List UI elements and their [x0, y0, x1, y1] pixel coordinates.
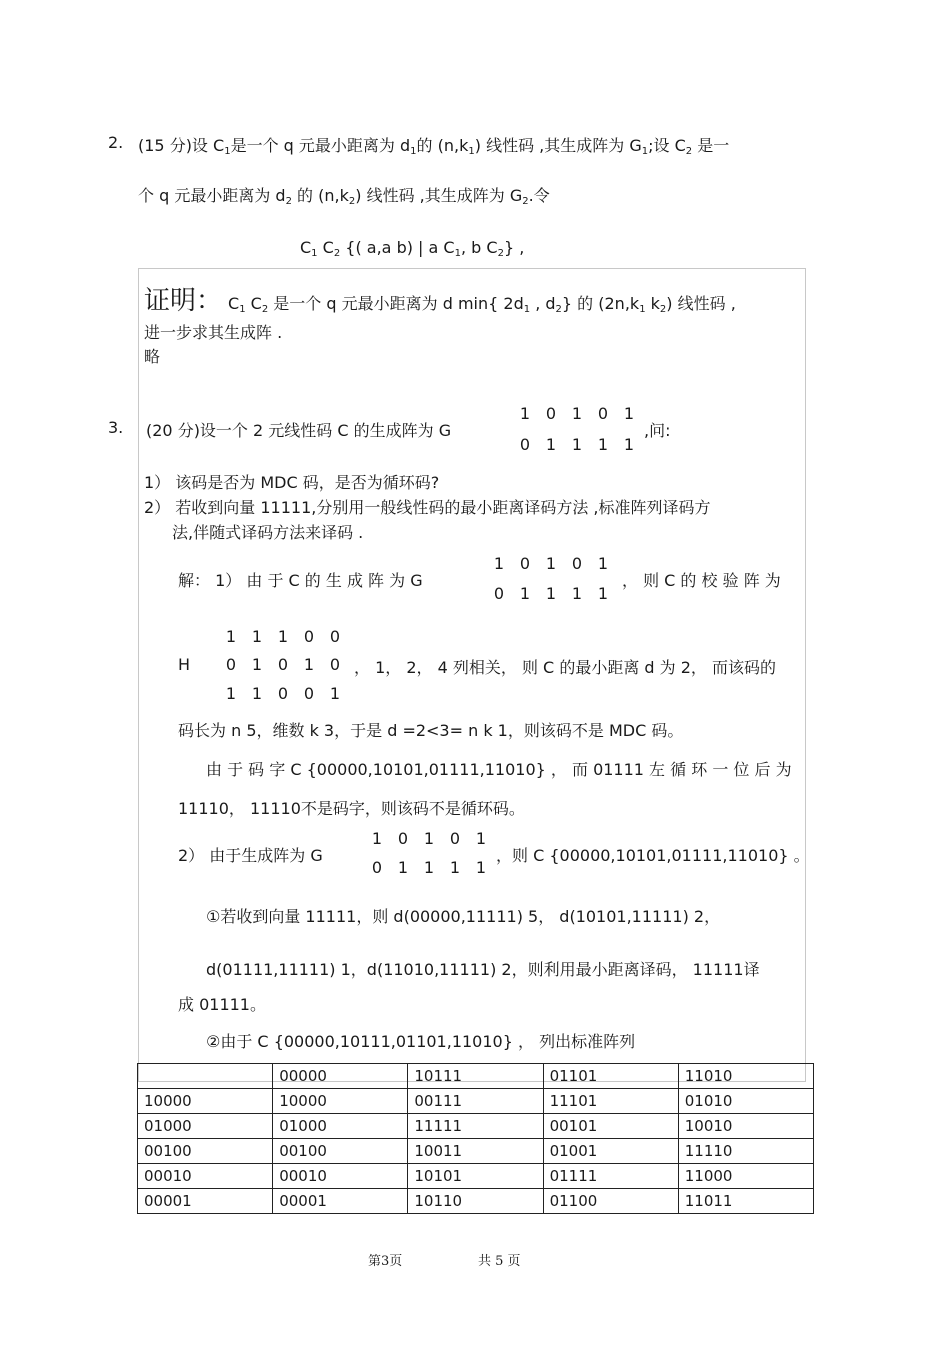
- matrix-cell: 1: [251, 627, 263, 646]
- matrix-cell: 0: [277, 655, 289, 674]
- table-cell: 00000: [273, 1064, 408, 1089]
- proof-line3: 略: [144, 347, 161, 366]
- table-cell: 11101: [543, 1089, 678, 1114]
- table-cell: 00100: [138, 1139, 273, 1164]
- matrix-cell: 0: [545, 404, 557, 423]
- q2-number: 2.: [108, 133, 124, 152]
- table-row: [138, 1139, 814, 1164]
- matrix-cell: 1: [225, 684, 237, 703]
- table-cell: 10000: [138, 1089, 273, 1114]
- sol-line1-end: ， 则 C 的 校 验 阵 为: [622, 571, 781, 590]
- table-cell: 00001: [273, 1189, 408, 1214]
- q2-formula: $C_1$ $C_2$ {( a,a b) | a $C_1$, b $C_2$} ,: [300, 238, 525, 259]
- table-cell: 01101: [543, 1064, 678, 1089]
- standard-array-table: [137, 1063, 814, 1214]
- matrix-cell: 1: [277, 627, 289, 646]
- proof-line2: 进一步求其生成阵 .: [144, 323, 283, 342]
- matrix-cell: 1: [545, 435, 557, 454]
- table-cell: 11000: [678, 1164, 813, 1189]
- h-matrix-row1: [218, 627, 348, 646]
- q3-g-matrix-row2: [512, 435, 642, 454]
- h-label: H: [178, 655, 191, 674]
- table-cell: 10010: [678, 1114, 813, 1139]
- matrix-cell: 1: [475, 858, 487, 877]
- table-cell: 01000: [138, 1114, 273, 1139]
- sol2-g-matrix-row2: [364, 858, 494, 877]
- matrix-cell: 1: [571, 404, 583, 423]
- matrix-cell: 1: [251, 684, 263, 703]
- matrix-cell: 1: [571, 435, 583, 454]
- table-cell: 00010: [138, 1164, 273, 1189]
- matrix-cell: 1: [493, 554, 505, 573]
- matrix-cell: 0: [371, 858, 383, 877]
- sol-part2: 2） 由于生成阵为 G: [178, 846, 323, 865]
- matrix-cell: 0: [303, 684, 315, 703]
- q2-line1: (15 分)设 $C_1$是一个 q 元最小距离为 $d_1$的 $(n,k_1)$ 线性码 ,其生成阵为 $G_1$;设 $C_2$ 是一: [138, 136, 730, 157]
- q3-intro: (20 分)设一个 2 元线性码 C 的生成阵为 G: [146, 421, 452, 440]
- sol-line5: 11110， 11110不是码字，则该码不是循环码。: [178, 799, 525, 818]
- table-cell: 01100: [543, 1189, 678, 1214]
- sol-part2-end: ，则 C {00000,10101,01111,11010} 。: [496, 846, 810, 865]
- matrix-cell: 0: [597, 404, 609, 423]
- matrix-cell: 0: [329, 627, 341, 646]
- matrix-cell: 1: [397, 858, 409, 877]
- table-cell: 00101: [543, 1114, 678, 1139]
- table-cell: 00001: [138, 1189, 273, 1214]
- matrix-cell: 0: [519, 435, 531, 454]
- h-text: ， 1， 2， 4 列相关， 则 C 的最小距离 d 为 2， 而该码的: [354, 658, 776, 677]
- matrix-cell: 0: [397, 829, 409, 848]
- q3-ask: ,问:: [644, 421, 671, 440]
- sol-c4: ②由于 C {00000,10111,01101,11010} ， 列出标准阵列: [206, 1032, 636, 1051]
- table-cell: 10111: [408, 1064, 543, 1089]
- proof-line1: 证明： $C_1$ $C_2$ 是一个 q 元最小距离为 d min{ $2d_1$ , $d_2$} 的 ($2n,k_1$ $k_2$) 线性码 ,: [144, 286, 736, 316]
- matrix-cell: 1: [519, 584, 531, 603]
- matrix-cell: 0: [493, 584, 505, 603]
- matrix-cell: 1: [449, 858, 461, 877]
- q3-item1: 1） 该码是否为 MDC 码，是否为循环码?: [144, 473, 440, 492]
- sol-c1: ①若收到向量 11111，则 d(00000,11111) 5， d(10101,11111) 2，: [206, 907, 721, 926]
- matrix-cell: 1: [329, 684, 341, 703]
- matrix-cell: 1: [423, 829, 435, 848]
- table-cell: 10110: [408, 1189, 543, 1214]
- table-cell: 10101: [408, 1164, 543, 1189]
- q3-g-matrix-row1: [512, 404, 642, 423]
- q2-line2: 个 q 元最小距离为 $d_2$ 的 $(n,k_2)$ 线性码 ,其生成阵为 $G_2$.令: [138, 186, 550, 207]
- sol-line4: 由 于 码 字 C {00000,10101,01111,11010} ， 而 01111 左 循 环 一 位 后 为: [206, 760, 792, 779]
- q3-number: 3.: [108, 418, 124, 437]
- sol-g-matrix-row1: [486, 554, 616, 573]
- sol2-g-matrix-row1: [364, 829, 494, 848]
- matrix-cell: 0: [277, 684, 289, 703]
- table-cell: 11110: [678, 1139, 813, 1164]
- table-cell: 11111: [408, 1114, 543, 1139]
- matrix-cell: 1: [545, 554, 557, 573]
- matrix-cell: 1: [597, 584, 609, 603]
- table-row: [138, 1164, 814, 1189]
- matrix-cell: 0: [303, 627, 315, 646]
- table-cell: 00111: [408, 1089, 543, 1114]
- matrix-cell: 1: [303, 655, 315, 674]
- sol-line3: 码长为 n 5，维数 k 3，于是 d =2<3= n k 1，则该码不是 MDC 码。: [178, 721, 684, 740]
- table-cell: 10011: [408, 1139, 543, 1164]
- matrix-cell: 1: [519, 404, 531, 423]
- h-matrix-row2: [218, 655, 348, 674]
- table-cell: 00010: [273, 1164, 408, 1189]
- h-matrix-row3: [218, 684, 348, 703]
- sol-g-matrix-row2: [486, 584, 616, 603]
- table-cell: 01010: [678, 1089, 813, 1114]
- matrix-cell: 1: [251, 655, 263, 674]
- q3-item2: 2） 若收到向量 11111,分别用一般线性码的最小距离译码方法 ,标准阵列译码方: [144, 498, 711, 517]
- matrix-cell: 0: [519, 554, 531, 573]
- table-cell: 00100: [273, 1139, 408, 1164]
- table-cell: 01111: [543, 1164, 678, 1189]
- matrix-cell: 1: [571, 584, 583, 603]
- table-cell: 11011: [678, 1189, 813, 1214]
- table-row: [138, 1114, 814, 1139]
- sol-c3: 成 01111。: [178, 995, 266, 1014]
- page-number: 第3页: [368, 1254, 403, 1269]
- matrix-cell: 1: [475, 829, 487, 848]
- matrix-cell: 1: [371, 829, 383, 848]
- matrix-cell: 1: [597, 435, 609, 454]
- sol-c2: d(01111,11111) 1，d(11010,11111) 2，则利用最小距离译码， 11111译: [206, 960, 760, 979]
- table-cell: 01000: [273, 1114, 408, 1139]
- matrix-cell: 1: [225, 627, 237, 646]
- matrix-cell: 1: [623, 404, 635, 423]
- sol-line1: 解： 1） 由 于 C 的 生 成 阵 为 G: [178, 571, 423, 590]
- table-row: [138, 1089, 814, 1114]
- table-row: [138, 1189, 814, 1214]
- table-cell: 11010: [678, 1064, 813, 1089]
- table-cell: 01001: [543, 1139, 678, 1164]
- table-cell: 10000: [273, 1089, 408, 1114]
- matrix-cell: 0: [225, 655, 237, 674]
- matrix-cell: 1: [623, 435, 635, 454]
- table-row: [138, 1064, 814, 1089]
- matrix-cell: 1: [597, 554, 609, 573]
- matrix-cell: 0: [449, 829, 461, 848]
- matrix-cell: 1: [545, 584, 557, 603]
- page-total: 共 5 页: [478, 1254, 521, 1269]
- q3-item2-cont: 法,伴随式译码方法来译码 .: [172, 523, 364, 542]
- matrix-cell: 1: [423, 858, 435, 877]
- table-cell: [138, 1064, 273, 1089]
- matrix-cell: 0: [329, 655, 341, 674]
- matrix-cell: 0: [571, 554, 583, 573]
